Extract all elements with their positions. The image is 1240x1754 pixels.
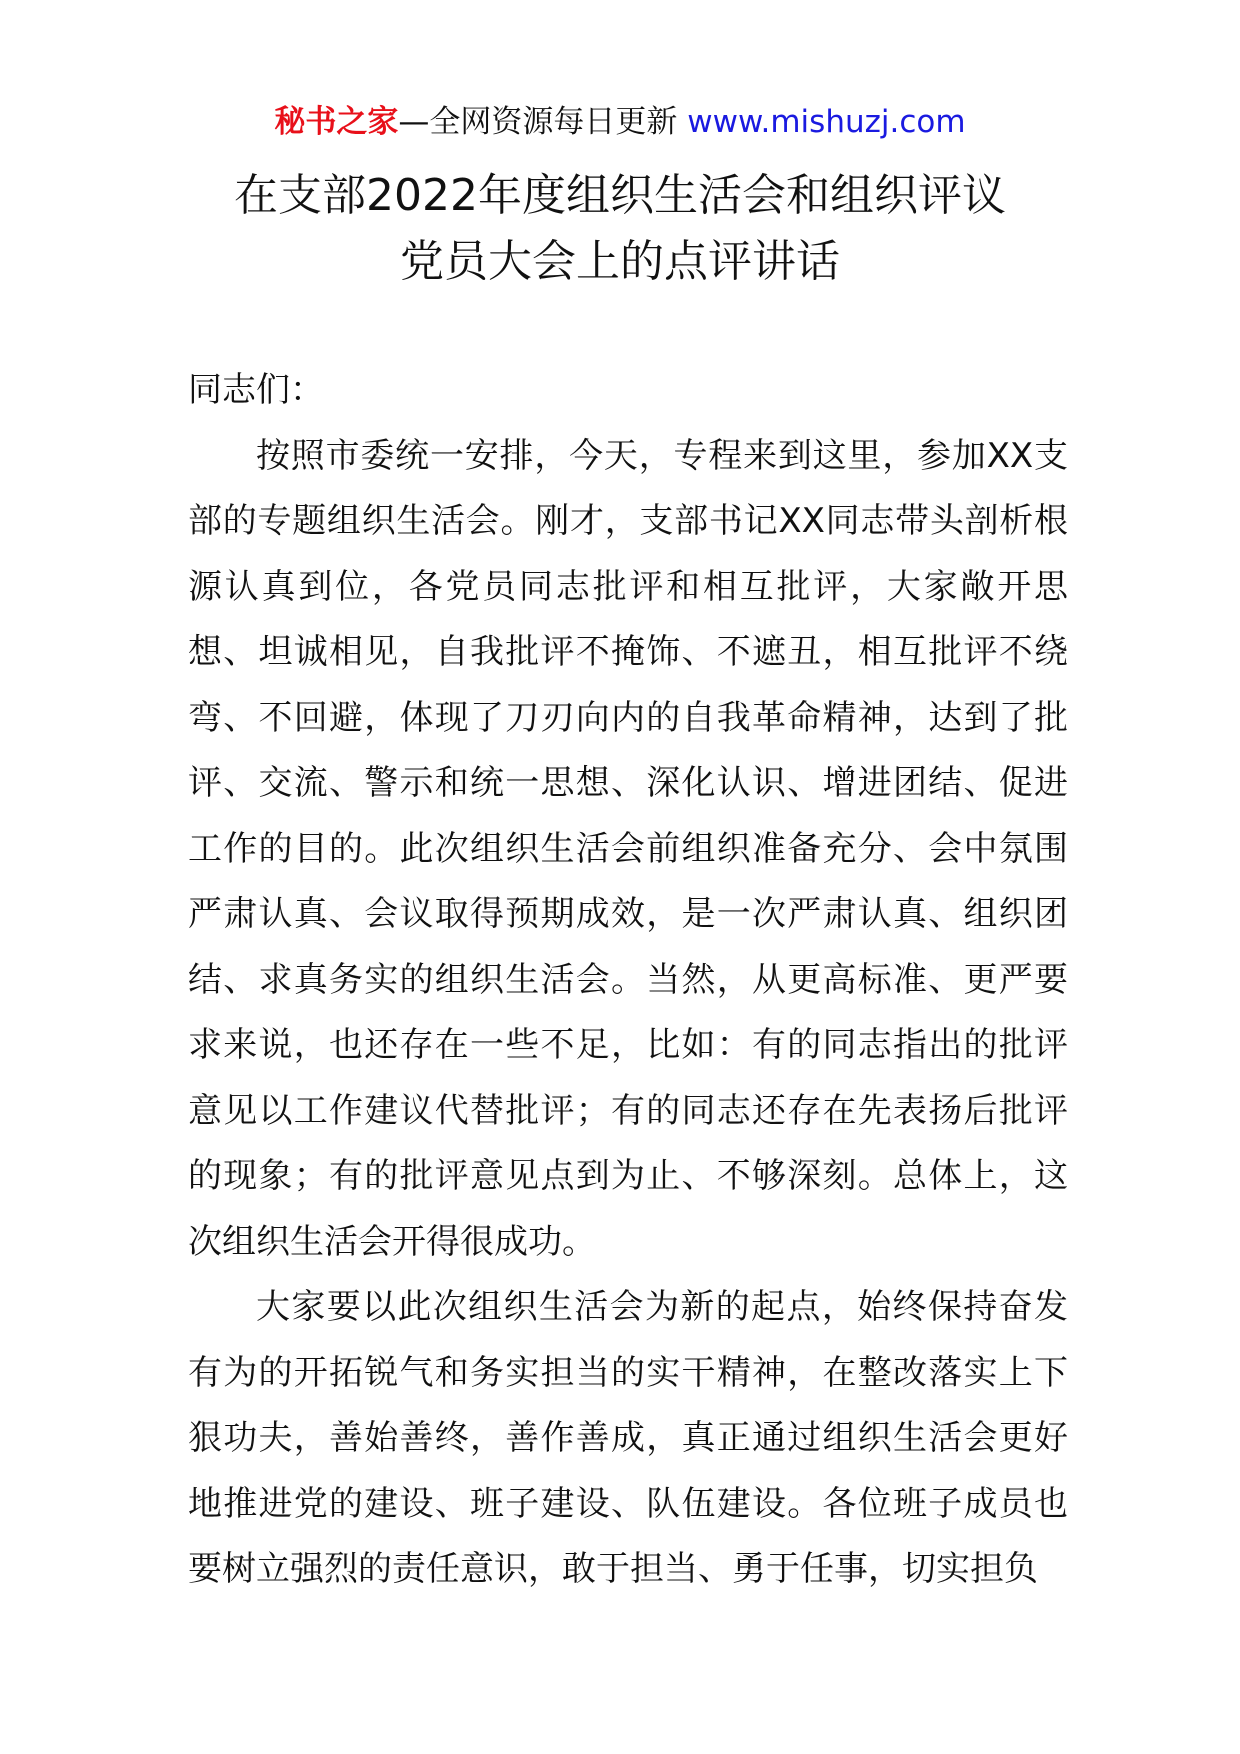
document-body [188, 358, 1068, 1603]
site-url-link[interactable]: www.mishuzj.com [687, 104, 966, 140]
salutation: 同志们： [188, 370, 324, 410]
site-header [0, 100, 1240, 144]
site-tagline: —全网资源每日更新 [398, 104, 688, 140]
title-line-1: 在支部2022年度组织生活会和组织评议 [234, 170, 1006, 221]
title-line-2: 党员大会上的点评讲话 [400, 236, 840, 287]
body-paragraph-1: 按照市委统一安排，今天，专程来到这里，参加XX支部的专题组织生活会。刚才，支部书记XX同志带头剖析根源认真到位，各党员同志批评和相互批评，大家敞开思想、坦诚相见，自我批评不掩饰、不遮丑，相互批评不绕弯、不回避，体现了刀刃向内的自我革命精神，达到了批评、交流、警示和统一思想、深化认识、增进团结、促进工作的目的。此次组织生活会前组织准备充分、会中氛围严肃认真、会议取得预期成效，是一次严肃认真、组织团结、求真务实的组织生活会。当然，从更高标准、更严要求来说，也还存在一些不足，比如：有的同志指出的批评意见以工作建议代替批评；有的同志还存在先表扬后批评的现象；有的批评意见点到为止、不够深刻。总体上，这次组织生活会开得很成功。 [188, 435, 1068, 1262]
document-title [0, 163, 1240, 295]
site-brand: 秘书之家 [274, 104, 399, 140]
body-paragraph-2: 大家要以此次组织生活会为新的起点，始终保持奋发有为的开拓锐气和务实担当的实干精神，在整改落实上下狠功夫，善始善终，善作善成，真正通过组织生活会更好地推进党的建设、班子建设、队伍建设。各位班子成员也要树立强烈的责任意识，敢于担当、勇于任事，切实担负 [188, 1287, 1068, 1589]
